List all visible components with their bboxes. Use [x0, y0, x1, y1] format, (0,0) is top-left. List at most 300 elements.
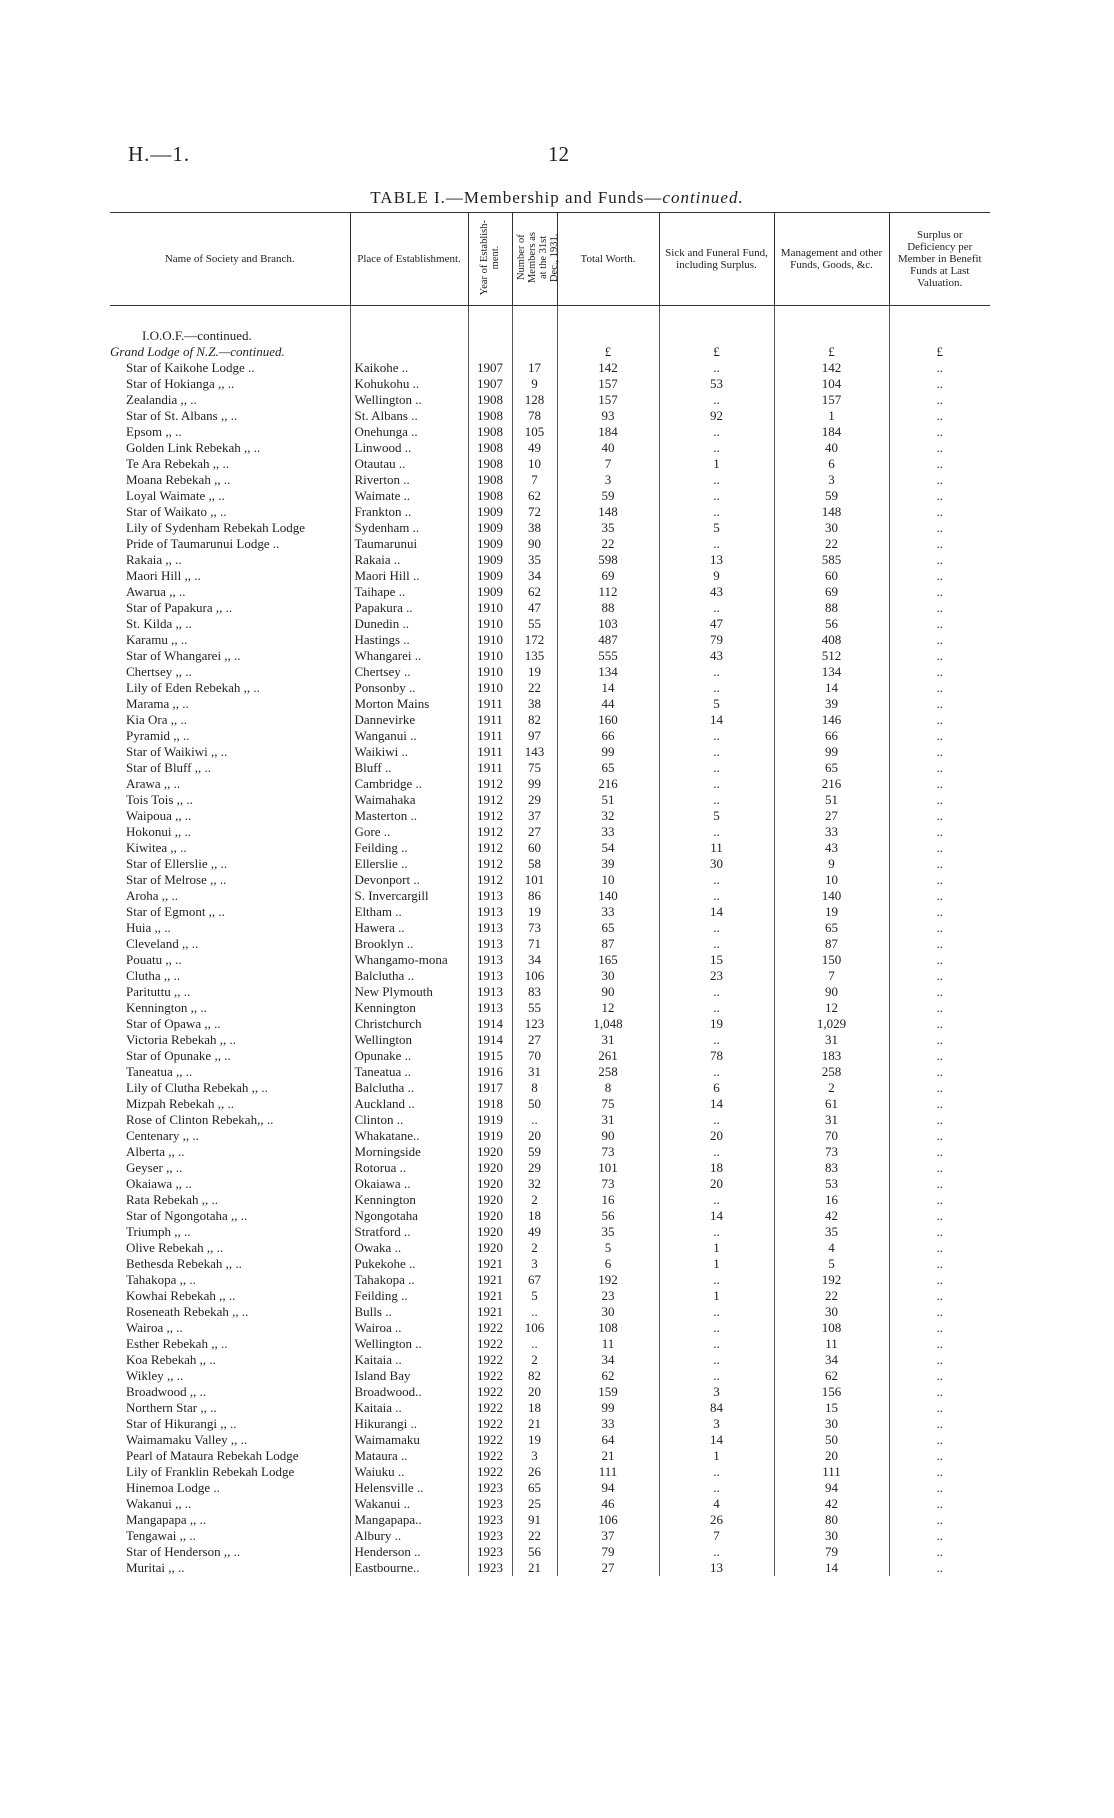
cell-place: Taumarunui — [350, 536, 468, 552]
cell-place: Frankton .. — [350, 504, 468, 520]
cell-branch-name: Northern Star ,, .. — [126, 1400, 217, 1415]
cell-surplus: .. — [889, 1272, 990, 1288]
cell-place: Tahakopa .. — [350, 1272, 468, 1288]
cell-surplus: .. — [889, 1016, 990, 1032]
cell-members: 105 — [512, 424, 557, 440]
cell-surplus: .. — [889, 712, 990, 728]
cell-total-worth: 157 — [557, 376, 659, 392]
cell-year: 1920 — [468, 1144, 512, 1160]
cell-place: St. Albans .. — [350, 408, 468, 424]
cell-surplus: .. — [889, 1288, 990, 1304]
cell-total-worth: 159 — [557, 1384, 659, 1400]
cell-members: 27 — [512, 824, 557, 840]
cell-place: Otautau .. — [350, 456, 468, 472]
section-subheading-row — [110, 344, 990, 360]
cell-branch-name: Chertsey ,, .. — [126, 664, 192, 679]
cell-branch-name: Marama ,, .. — [126, 696, 189, 711]
cell-members: 83 — [512, 984, 557, 1000]
cell-surplus: .. — [889, 1496, 990, 1512]
cell-place: Wakanui .. — [350, 1496, 468, 1512]
table-row — [110, 1256, 990, 1272]
cell-total-worth: 1,048 — [557, 1016, 659, 1032]
cell-total-worth: 157 — [557, 392, 659, 408]
cell-year: 1910 — [468, 632, 512, 648]
cell-sick-fund: .. — [659, 792, 774, 808]
cell-members: 34 — [512, 568, 557, 584]
cell-branch-name: Star of Bluff ,, .. — [126, 760, 211, 775]
cell-total-worth: 112 — [557, 584, 659, 600]
cell-surplus: .. — [889, 632, 990, 648]
cell-total-worth: 487 — [557, 632, 659, 648]
cell-sick-fund: .. — [659, 1336, 774, 1352]
cell-members: 22 — [512, 680, 557, 696]
cell-sick-fund: .. — [659, 872, 774, 888]
cell-place: Hastings .. — [350, 632, 468, 648]
cell-year: 1908 — [468, 472, 512, 488]
cell-members: 29 — [512, 1160, 557, 1176]
cell-branch-name: Geyser ,, .. — [126, 1160, 183, 1175]
cell-members: 50 — [512, 1096, 557, 1112]
cell-branch-name: Tengawai ,, .. — [126, 1528, 196, 1543]
cell-total-worth: 46 — [557, 1496, 659, 1512]
table-row — [110, 1528, 990, 1544]
table-row — [110, 888, 990, 904]
cell-place: Wellington .. — [350, 392, 468, 408]
cell-mgmt-fund: 42 — [774, 1496, 889, 1512]
cell-year: 1908 — [468, 440, 512, 456]
cell-branch-name: Lily of Eden Rebekah ,, .. — [126, 680, 260, 695]
cell-branch-name: Pyramid ,, .. — [126, 728, 190, 743]
cell-sick-fund: 53 — [659, 376, 774, 392]
cell-sick-fund: 1 — [659, 1240, 774, 1256]
table-row — [110, 1544, 990, 1560]
cell-surplus: .. — [889, 760, 990, 776]
cell-sick-fund: .. — [659, 600, 774, 616]
cell-total-worth: 160 — [557, 712, 659, 728]
cell-branch-name: Karamu ,, .. — [126, 632, 188, 647]
cell-place: Christchurch — [350, 1016, 468, 1032]
table-row — [110, 536, 990, 552]
cell-branch-name: Moana Rebekah ,, .. — [126, 472, 231, 487]
cell-place: Onehunga .. — [350, 424, 468, 440]
cell-year: 1912 — [468, 808, 512, 824]
cell-mgmt-fund: 65 — [774, 760, 889, 776]
cell-branch-name: Parituttu ,, .. — [126, 984, 191, 999]
cell-total-worth: 555 — [557, 648, 659, 664]
cell-year: 1908 — [468, 488, 512, 504]
cell-members: 58 — [512, 856, 557, 872]
cell-total-worth: 11 — [557, 1336, 659, 1352]
cell-sick-fund: 11 — [659, 840, 774, 856]
table-row — [110, 856, 990, 872]
cell-sick-fund: .. — [659, 1304, 774, 1320]
cell-mgmt-fund: 31 — [774, 1032, 889, 1048]
cell-mgmt-fund: 22 — [774, 1288, 889, 1304]
cell-members: 99 — [512, 776, 557, 792]
cell-sick-fund: 5 — [659, 520, 774, 536]
cell-sick-fund: .. — [659, 824, 774, 840]
table-row — [110, 1096, 990, 1112]
cell-sick-fund: .. — [659, 1144, 774, 1160]
table-row — [110, 648, 990, 664]
cell-year: 1923 — [468, 1512, 512, 1528]
cell-sick-fund: .. — [659, 1272, 774, 1288]
cell-branch-name: Star of Whangarei ,, .. — [126, 648, 241, 663]
cell-total-worth: 90 — [557, 984, 659, 1000]
cell-total-worth: 33 — [557, 1416, 659, 1432]
cell-mgmt-fund: 87 — [774, 936, 889, 952]
cell-year: 1923 — [468, 1528, 512, 1544]
cell-branch-name: Mizpah Rebekah ,, .. — [126, 1096, 234, 1111]
table-row — [110, 1432, 990, 1448]
cell-total-worth: 134 — [557, 664, 659, 680]
cell-members: 65 — [512, 1480, 557, 1496]
cell-sick-fund: .. — [659, 1544, 774, 1560]
cell-mgmt-fund: 34 — [774, 1352, 889, 1368]
cell-total-worth: 65 — [557, 760, 659, 776]
cell-members: 106 — [512, 968, 557, 984]
cell-total-worth: 79 — [557, 1544, 659, 1560]
cell-mgmt-fund: 10 — [774, 872, 889, 888]
cell-surplus: .. — [889, 408, 990, 424]
cell-year: 1922 — [468, 1416, 512, 1432]
cell-place: Kaitaia .. — [350, 1352, 468, 1368]
cell-place: Balclutha .. — [350, 1080, 468, 1096]
cell-members: 97 — [512, 728, 557, 744]
cell-members: 35 — [512, 552, 557, 568]
cell-place: Kennington — [350, 1192, 468, 1208]
cell-sick-fund: 14 — [659, 1096, 774, 1112]
cell-total-worth: 192 — [557, 1272, 659, 1288]
cell-place: Dannevirke — [350, 712, 468, 728]
cell-members: 19 — [512, 904, 557, 920]
currency-total: £ — [557, 344, 659, 360]
cell-total-worth: 106 — [557, 1512, 659, 1528]
table-row — [110, 568, 990, 584]
cell-year: 1919 — [468, 1128, 512, 1144]
cell-surplus: .. — [889, 696, 990, 712]
cell-place: Morningside — [350, 1144, 468, 1160]
cell-mgmt-fund: 183 — [774, 1048, 889, 1064]
cell-mgmt-fund: 62 — [774, 1368, 889, 1384]
cell-mgmt-fund: 216 — [774, 776, 889, 792]
cell-mgmt-fund: 66 — [774, 728, 889, 744]
cell-mgmt-fund: 408 — [774, 632, 889, 648]
cell-sick-fund: 13 — [659, 552, 774, 568]
cell-year: 1909 — [468, 520, 512, 536]
cell-sick-fund: .. — [659, 1224, 774, 1240]
table-row — [110, 808, 990, 824]
table-row — [110, 1464, 990, 1480]
cell-total-worth: 261 — [557, 1048, 659, 1064]
cell-total-worth: 111 — [557, 1464, 659, 1480]
cell-place: Hawera .. — [350, 920, 468, 936]
table-row — [110, 664, 990, 680]
cell-place: Island Bay — [350, 1368, 468, 1384]
cell-branch-name: Star of Waikato ,, .. — [126, 504, 227, 519]
table-row — [110, 696, 990, 712]
cell-sick-fund: 6 — [659, 1080, 774, 1096]
cell-year: 1913 — [468, 904, 512, 920]
cell-total-worth: 8 — [557, 1080, 659, 1096]
table-row — [110, 968, 990, 984]
cell-surplus: .. — [889, 1416, 990, 1432]
cell-year: 1921 — [468, 1272, 512, 1288]
cell-members: 101 — [512, 872, 557, 888]
cell-members: 75 — [512, 760, 557, 776]
cell-place: Mangapapa.. — [350, 1512, 468, 1528]
cell-total-worth: 30 — [557, 1304, 659, 1320]
cell-surplus: .. — [889, 360, 990, 376]
cell-place: Whakatane.. — [350, 1128, 468, 1144]
cell-total-worth: 69 — [557, 568, 659, 584]
page-number: 12 — [548, 142, 569, 166]
cell-year: 1911 — [468, 696, 512, 712]
cell-members: 143 — [512, 744, 557, 760]
cell-sick-fund: .. — [659, 1368, 774, 1384]
cell-total-worth: 99 — [557, 1400, 659, 1416]
cell-year: 1913 — [468, 984, 512, 1000]
cell-mgmt-fund: 70 — [774, 1128, 889, 1144]
cell-place: S. Invercargill — [350, 888, 468, 904]
cell-sick-fund: .. — [659, 1480, 774, 1496]
cell-total-worth: 62 — [557, 1368, 659, 1384]
cell-sick-fund: 1 — [659, 1288, 774, 1304]
document-code: H.—1. — [128, 142, 191, 166]
cell-place: Auckland .. — [350, 1096, 468, 1112]
cell-surplus: .. — [889, 504, 990, 520]
cell-year: 1912 — [468, 840, 512, 856]
cell-members: 8 — [512, 1080, 557, 1096]
cell-total-worth: 87 — [557, 936, 659, 952]
cell-total-worth: 32 — [557, 808, 659, 824]
cell-place: Kohukohu .. — [350, 376, 468, 392]
cell-members: 73 — [512, 920, 557, 936]
cell-total-worth: 37 — [557, 1528, 659, 1544]
cell-year: 1919 — [468, 1112, 512, 1128]
table-row — [110, 392, 990, 408]
cell-mgmt-fund: 99 — [774, 744, 889, 760]
cell-total-worth: 56 — [557, 1208, 659, 1224]
cell-sick-fund: 92 — [659, 408, 774, 424]
cell-mgmt-fund: 12 — [774, 1000, 889, 1016]
cell-surplus: .. — [889, 648, 990, 664]
cell-sick-fund: 1 — [659, 1256, 774, 1272]
cell-sick-fund: 20 — [659, 1128, 774, 1144]
table-row — [110, 1160, 990, 1176]
cell-mgmt-fund: 94 — [774, 1480, 889, 1496]
cell-year: 1907 — [468, 376, 512, 392]
cell-members: 60 — [512, 840, 557, 856]
cell-members: 49 — [512, 440, 557, 456]
cell-surplus: .. — [889, 872, 990, 888]
cell-total-worth: 165 — [557, 952, 659, 968]
cell-year: 1913 — [468, 1000, 512, 1016]
cell-members: 3 — [512, 1256, 557, 1272]
cell-branch-name: Epsom ,, .. — [126, 424, 182, 439]
cell-surplus: .. — [889, 552, 990, 568]
cell-surplus: .. — [889, 744, 990, 760]
cell-surplus: .. — [889, 952, 990, 968]
table-row — [110, 776, 990, 792]
cell-members: 62 — [512, 584, 557, 600]
cell-mgmt-fund: 40 — [774, 440, 889, 456]
cell-sick-fund: .. — [659, 920, 774, 936]
cell-members: 3 — [512, 1448, 557, 1464]
cell-total-worth: 64 — [557, 1432, 659, 1448]
cell-branch-name: Star of Ngongotaha ,, .. — [126, 1208, 248, 1223]
cell-members: 55 — [512, 1000, 557, 1016]
table-row — [110, 1032, 990, 1048]
cell-branch-name: Aroha ,, .. — [126, 888, 178, 903]
cell-year: 1923 — [468, 1544, 512, 1560]
cell-place: Taihape .. — [350, 584, 468, 600]
col-header-members-text: Number of Members as at the 31st Dec., 1931. — [515, 231, 560, 284]
cell-place: Stratford .. — [350, 1224, 468, 1240]
cell-place: Bluff .. — [350, 760, 468, 776]
cell-members: 2 — [512, 1192, 557, 1208]
cell-sick-fund: .. — [659, 760, 774, 776]
cell-surplus: .. — [889, 568, 990, 584]
cell-place: Clinton .. — [350, 1112, 468, 1128]
cell-surplus: .. — [889, 808, 990, 824]
table-row — [110, 1128, 990, 1144]
cell-sick-fund: 79 — [659, 632, 774, 648]
cell-surplus: .. — [889, 792, 990, 808]
cell-total-worth: 216 — [557, 776, 659, 792]
cell-total-worth: 93 — [557, 408, 659, 424]
cell-branch-name: Victoria Rebekah ,, .. — [126, 1032, 237, 1047]
cell-year: 1923 — [468, 1480, 512, 1496]
cell-mgmt-fund: 1 — [774, 408, 889, 424]
cell-surplus: .. — [889, 536, 990, 552]
cell-place: Dunedin .. — [350, 616, 468, 632]
cell-members: 5 — [512, 1288, 557, 1304]
cell-year: 1909 — [468, 584, 512, 600]
cell-mgmt-fund: 9 — [774, 856, 889, 872]
cell-members: 62 — [512, 488, 557, 504]
cell-mgmt-fund: 39 — [774, 696, 889, 712]
table-row — [110, 712, 990, 728]
cell-surplus: .. — [889, 1560, 990, 1576]
table-row — [110, 376, 990, 392]
table-row — [110, 1480, 990, 1496]
cell-surplus: .. — [889, 776, 990, 792]
cell-branch-name: Muritai ,, .. — [126, 1560, 185, 1575]
cell-year: 1921 — [468, 1288, 512, 1304]
cell-sick-fund: .. — [659, 888, 774, 904]
cell-year: 1922 — [468, 1464, 512, 1480]
cell-sick-fund: .. — [659, 488, 774, 504]
cell-total-worth: 99 — [557, 744, 659, 760]
cell-year: 1921 — [468, 1304, 512, 1320]
cell-mgmt-fund: 7 — [774, 968, 889, 984]
cell-year: 1913 — [468, 968, 512, 984]
cell-surplus: .. — [889, 472, 990, 488]
cell-members: .. — [512, 1336, 557, 1352]
cell-mgmt-fund: 79 — [774, 1544, 889, 1560]
cell-sick-fund: .. — [659, 504, 774, 520]
cell-place: Ellerslie .. — [350, 856, 468, 872]
cell-sick-fund: 3 — [659, 1384, 774, 1400]
cell-year: 1921 — [468, 1256, 512, 1272]
cell-mgmt-fund: 88 — [774, 600, 889, 616]
cell-mgmt-fund: 20 — [774, 1448, 889, 1464]
table-body — [110, 306, 990, 1577]
cell-total-worth: 148 — [557, 504, 659, 520]
cell-branch-name: Star of Hokianga ,, .. — [126, 376, 235, 391]
cell-sick-fund: 43 — [659, 648, 774, 664]
table-row — [110, 1320, 990, 1336]
cell-mgmt-fund: 134 — [774, 664, 889, 680]
cell-total-worth: 35 — [557, 520, 659, 536]
cell-members: 55 — [512, 616, 557, 632]
table-row — [110, 1224, 990, 1240]
cell-year: 1908 — [468, 456, 512, 472]
table-row — [110, 616, 990, 632]
cell-total-worth: 10 — [557, 872, 659, 888]
cell-members: 20 — [512, 1128, 557, 1144]
table-row — [110, 792, 990, 808]
cell-place: Chertsey .. — [350, 664, 468, 680]
table-row — [110, 1208, 990, 1224]
cell-surplus: .. — [889, 1336, 990, 1352]
cell-year: 1907 — [468, 360, 512, 376]
cell-year: 1908 — [468, 424, 512, 440]
cell-branch-name: Centenary ,, .. — [126, 1128, 199, 1143]
cell-surplus: .. — [889, 1080, 990, 1096]
cell-surplus: .. — [889, 520, 990, 536]
cell-mgmt-fund: 258 — [774, 1064, 889, 1080]
cell-sick-fund: 14 — [659, 1432, 774, 1448]
cell-mgmt-fund: 2 — [774, 1080, 889, 1096]
cell-sick-fund: 9 — [659, 568, 774, 584]
cell-branch-name: Star of Kaikohe Lodge .. — [126, 360, 255, 375]
cell-sick-fund: 47 — [659, 616, 774, 632]
cell-year: 1920 — [468, 1176, 512, 1192]
cell-members: 25 — [512, 1496, 557, 1512]
cell-sick-fund: 18 — [659, 1160, 774, 1176]
cell-total-worth: 73 — [557, 1144, 659, 1160]
cell-place: Masterton .. — [350, 808, 468, 824]
cell-total-worth: 140 — [557, 888, 659, 904]
cell-sick-fund: .. — [659, 472, 774, 488]
table-row — [110, 1192, 990, 1208]
cell-branch-name: Tahakopa ,, .. — [126, 1272, 196, 1287]
cell-sick-fund: .. — [659, 424, 774, 440]
cell-year: 1922 — [468, 1336, 512, 1352]
table-row — [110, 936, 990, 952]
section-subheading: Grand Lodge of N.Z.—continued. — [110, 344, 285, 359]
cell-mgmt-fund: 104 — [774, 376, 889, 392]
cell-branch-name: Lily of Clutha Rebekah ,, .. — [126, 1080, 268, 1095]
cell-mgmt-fund: 150 — [774, 952, 889, 968]
cell-year: 1922 — [468, 1448, 512, 1464]
cell-mgmt-fund: 146 — [774, 712, 889, 728]
cell-surplus: .. — [889, 936, 990, 952]
cell-members: 49 — [512, 1224, 557, 1240]
cell-sick-fund: .. — [659, 744, 774, 760]
cell-branch-name: Pearl of Mataura Rebekah Lodge — [126, 1448, 299, 1463]
cell-year: 1909 — [468, 568, 512, 584]
cell-total-worth: 44 — [557, 696, 659, 712]
cell-place: Kennington — [350, 1000, 468, 1016]
cell-mgmt-fund: 15 — [774, 1400, 889, 1416]
table-row — [110, 680, 990, 696]
cell-branch-name: Star of Opawa ,, .. — [126, 1016, 221, 1031]
table-row — [110, 840, 990, 856]
cell-mgmt-fund: 11 — [774, 1336, 889, 1352]
